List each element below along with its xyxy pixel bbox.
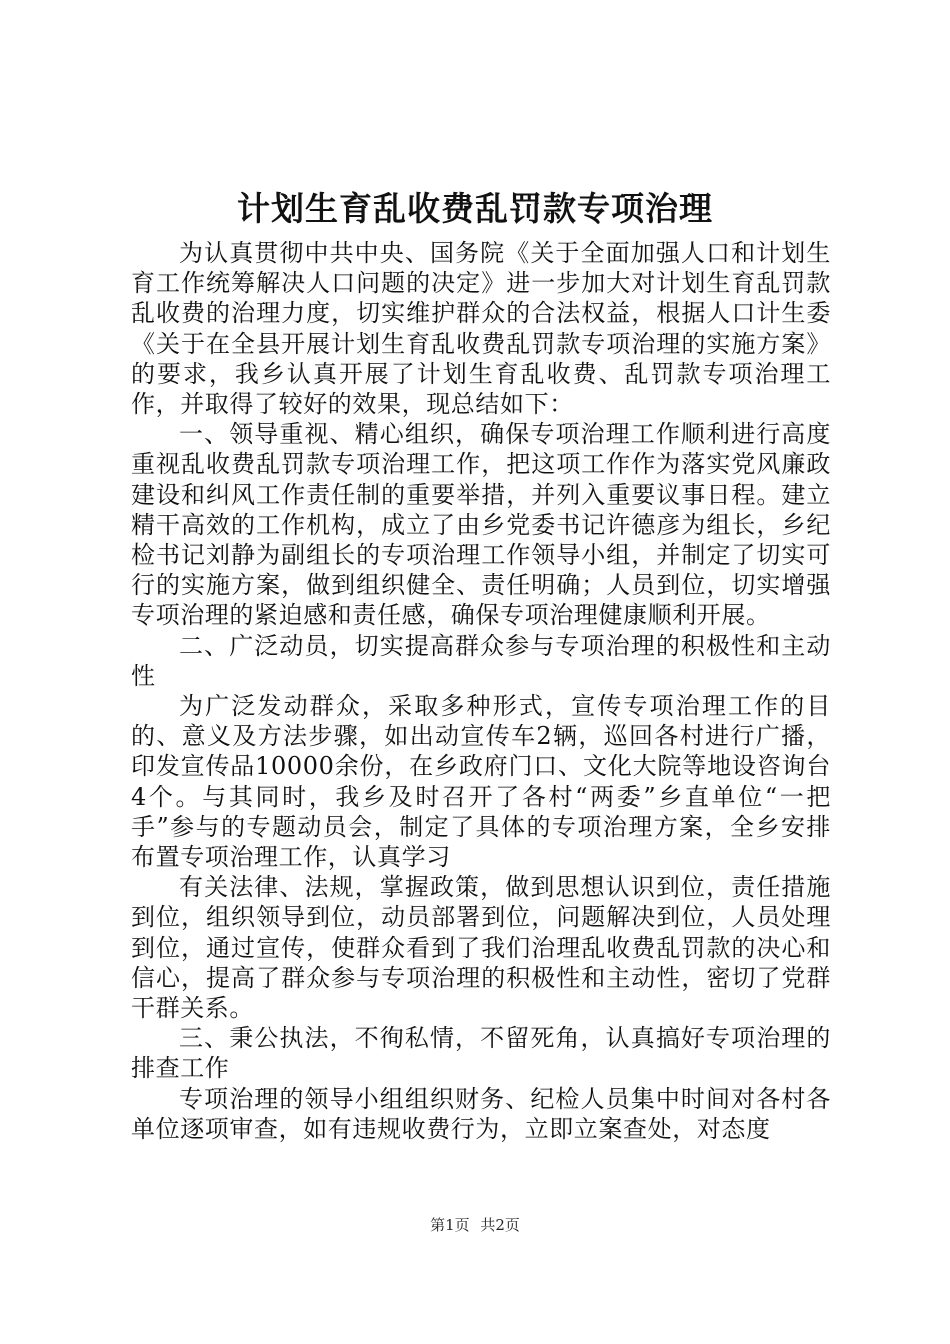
page-number-total: 共2页 xyxy=(480,1216,520,1234)
paragraph-section-2-body: 为广泛发动群众，采取多种形式，宣传专项治理工作的目的、意义及方法步骤，如出动宣传车2辆，巡回各村进行广播，印发宣传品10000余份，在乡政府门口、文化大院等地设咨询台4个。与其同时，我乡及时召开了各村“两委”乡直单位“一把手”参与的专题动员会，制定了具体的专项治理方案，全乡安排布置专项治理工作，认真学习 xyxy=(131,692,831,872)
document-title: 计划生育乱收费乱罚款专项治理 xyxy=(237,189,713,228)
document-body xyxy=(131,238,831,1144)
paragraph-section-2-continued: 有关法律、法规，掌握政策，做到思想认识到位，责任措施到位，组织领导到位，动员部署到位，问题解决到位，人员处理到位，通过宣传，使群众看到了我们治理乱收费乱罚款的决心和信心，提高了群众参与专项治理的积极性和主动性，密切了党群干群关系。 xyxy=(131,873,831,1023)
page-number-current: 第1页 xyxy=(430,1216,470,1234)
paragraph-section-3-body: 专项治理的领导小组组织财务、纪检人员集中时间对各村各单位逐项审查，如有违规收费行为，立即立案查处，对态度 xyxy=(131,1084,831,1143)
paragraph-section-3-heading: 三、秉公执法，不徇私情，不留死角，认真搞好专项治理的排查工作 xyxy=(131,1024,831,1083)
paragraph-intro: 为认真贯彻中共中央、国务院《关于全面加强人口和计划生育工作统筹解决人口问题的决定》进一步加大对计划生育乱罚款乱收费的治理力度，切实维护群众的合法权益，根据人口计生委《关于在全县开展计划生育乱收费乱罚款专项治理的实施方案》的要求，我乡认真开展了计划生育乱收费、乱罚款专项治理工作，并取得了较好的效果，现总结如下： xyxy=(131,239,831,419)
paragraph-section-1: 一、领导重视、精心组织，确保专项治理工作顺利进行高度重视乱收费乱罚款专项治理工作，把这项工作作为落实党风廉政建设和纠风工作责任制的重要举措，并列入重要议事日程。建立精干高效的工作机构，成立了由乡党委书记许德彦为组长，乡纪检书记刘静为副组长的专项治理工作领导小组，并制定了切实可行的实施方案，做到组织健全、责任明确；人员到位，切实增强专项治理的紧迫感和责任感，确保专项治理健康顺利开展。 xyxy=(131,420,831,630)
paragraph-section-2-heading: 二、广泛动员，切实提高群众参与专项治理的积极性和主动性 xyxy=(131,631,831,690)
page-footer xyxy=(0,1215,950,1235)
